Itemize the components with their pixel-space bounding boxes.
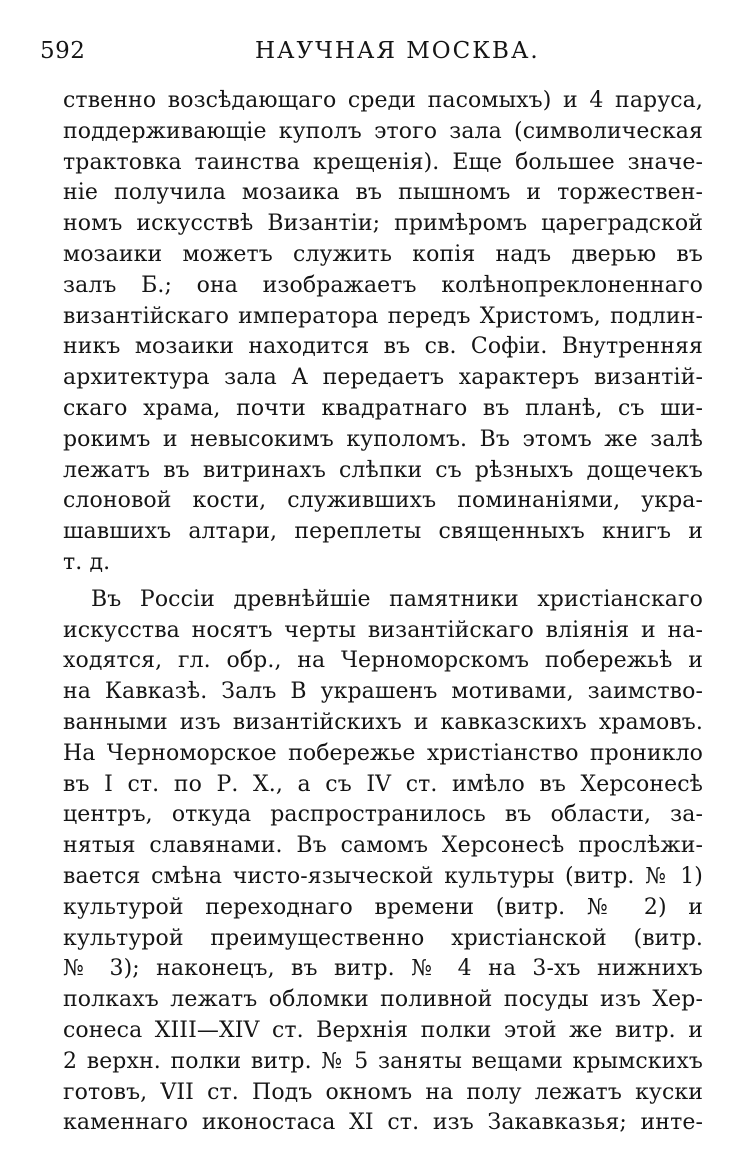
page-header xyxy=(40,38,700,78)
paragraph-2 xyxy=(63,585,703,1139)
text-line: на Кавказѣ. Залъ В украшенъ мотивами, заимство- xyxy=(63,679,703,705)
text-line: т. д. xyxy=(63,549,111,575)
text-line: номъ искусствѣ Византіи; примѣромъ цареградской xyxy=(63,211,703,237)
text-line: искусства носятъ черты византійскаго вліянія и на- xyxy=(63,617,703,643)
text-line: № 3); наконецъ, въ витр. № 4 на 3-хъ нижнихъ xyxy=(63,956,703,982)
text-line: мозаики можетъ служить копія надъ дверью въ xyxy=(63,241,703,267)
text-line: скаго храма, почти квадратнаго въ планѣ, съ ши- xyxy=(63,395,703,421)
text-line: Въ Россіи древнѣйшіе памятники христіанскаго xyxy=(91,586,703,612)
text-line: трактовка таинства крещенія). Еще большее значе- xyxy=(63,149,703,175)
text-line: никъ мозаики находится въ св. Софіи. Внутренняя xyxy=(63,334,703,360)
text-line: 2 верхн. полки витр. № 5 заняты вещами крымскихъ xyxy=(63,1048,703,1074)
body-text xyxy=(63,86,703,1139)
running-title: НАУЧНАЯ МОСКВА. xyxy=(255,38,540,64)
text-line: каменнаго иконостаса XI ст. изъ Закавказья; инте- xyxy=(63,1110,703,1136)
text-line: ходятся, гл. обр., на Черноморскомъ побережьѣ и xyxy=(63,648,703,674)
text-line: слоновой кости, служившихъ поминаніями, укра- xyxy=(63,488,703,514)
text-line: залъ Б.; она изображаетъ колѣнопреклоненнаго xyxy=(63,272,703,298)
text-line: ніе получила мозаика въ пышномъ и торжествен- xyxy=(63,180,703,206)
text-line: центръ, откуда распространилось въ области, за- xyxy=(63,802,703,828)
text-line: ственно возсѣдающаго среди пасомыхъ) и 4 паруса, xyxy=(63,88,703,113)
text-line: На Черноморское побережье христіанство проникло xyxy=(63,740,703,766)
text-line: поддерживающіе куполъ этого зала (символическая xyxy=(63,118,703,144)
text-line: ванными изъ византійскихъ и кавказскихъ храмовъ. xyxy=(63,709,703,735)
text-line: архитектура зала А передаетъ характеръ византій- xyxy=(63,365,703,391)
text-line: культурой преимущественно христіанской (витр. xyxy=(63,925,703,951)
text-line: нятыя славянами. Въ самомъ Херсонесѣ прослѣжи- xyxy=(63,833,703,859)
text-line: въ I ст. по Р. Х., а съ IV ст. имѣло въ Херсонесѣ xyxy=(63,771,703,797)
text-line: лежатъ въ витринахъ слѣпки съ рѣзныхъ дощечекъ xyxy=(63,457,703,483)
text-line: рокимъ и невысокимъ куполомъ. Въ этомъ же залѣ xyxy=(63,426,703,452)
text-line: культурой переходнаго времени (витр. № 2) и xyxy=(63,894,703,920)
page-number: 592 xyxy=(40,38,86,64)
text-line: византійскаго императора передъ Христомъ, подлин- xyxy=(63,303,703,329)
text-line: готовъ, VII ст. Подъ окномъ на полу лежатъ куски xyxy=(63,1079,703,1105)
paragraph-1 xyxy=(63,86,703,579)
text-line: шавшихъ алтари, переплеты священныхъ книгъ и xyxy=(63,519,703,545)
text-line: сонеса XIII—XIV ст. Верхнія полки этой же витр. и xyxy=(63,1017,703,1043)
text-line: полкахъ лежатъ обломки поливной посуды изъ Хер- xyxy=(63,987,703,1013)
text-line: вается смѣна чисто-языческой культуры (витр. № 1) xyxy=(63,863,703,889)
